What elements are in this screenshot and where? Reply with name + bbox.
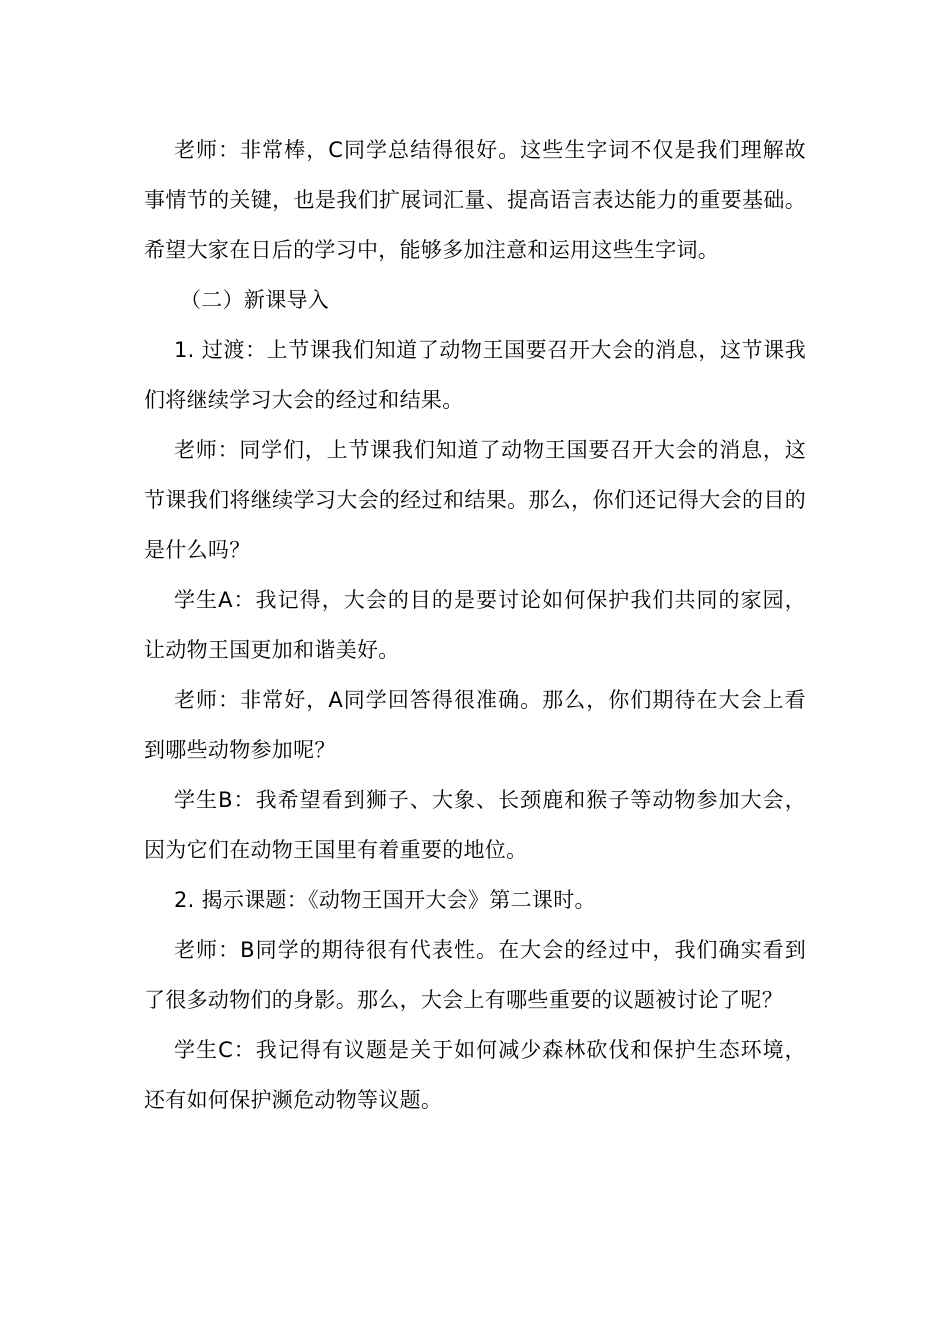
section-heading-new-lesson: （二）新课导入: [180, 288, 330, 312]
paragraph-teacher-summary: 老师：非常棒，C同学总结得很好。这些生字词不仅是我们理解故事情节的关键，也是我们扩展词汇量、提高语言表达能力的重要基础。希望大家在日后的学习中，能够多加注意和运用这些生字词。: [144, 138, 806, 262]
paragraph-teacher-topics: 老师：B同学的期待很有代表性。在大会的经过中，我们确实看到了很多动物们的身影。那么，大会上有哪些重要的议题被讨论了呢？: [144, 938, 806, 1012]
paragraph-lesson-title: 2. 揭示课题：《动物王国开大会》第二课时。: [174, 888, 596, 912]
paragraph-teacher-followup: 老师：非常好，A同学回答得很准确。那么，你们期待在大会上看到哪些动物参加呢？: [144, 688, 806, 762]
paragraph-student-c: 学生C：我记得有议题是关于如何减少森林砍伐和保护生态环境，还有如何保护濒危动物等议题。: [144, 1038, 806, 1112]
paragraph-student-a: 学生A：我记得，大会的目的是要讨论如何保护我们共同的家园，让动物王国更加和谐美好。: [144, 588, 806, 662]
paragraph-teacher-question: 老师：同学们，上节课我们知道了动物王国要召开大会的消息，这节课我们将继续学习大会的经过和结果。那么，你们还记得大会的目的是什么吗？: [144, 438, 806, 562]
paragraph-student-b: 学生B：我希望看到狮子、大象、长颈鹿和猴子等动物参加大会，因为它们在动物王国里有着重要的地位。: [144, 788, 806, 862]
paragraph-transition: 1. 过渡：上节课我们知道了动物王国要召开大会的消息，这节课我们将继续学习大会的经过和结果。: [144, 338, 806, 412]
document-body: [144, 125, 806, 1125]
